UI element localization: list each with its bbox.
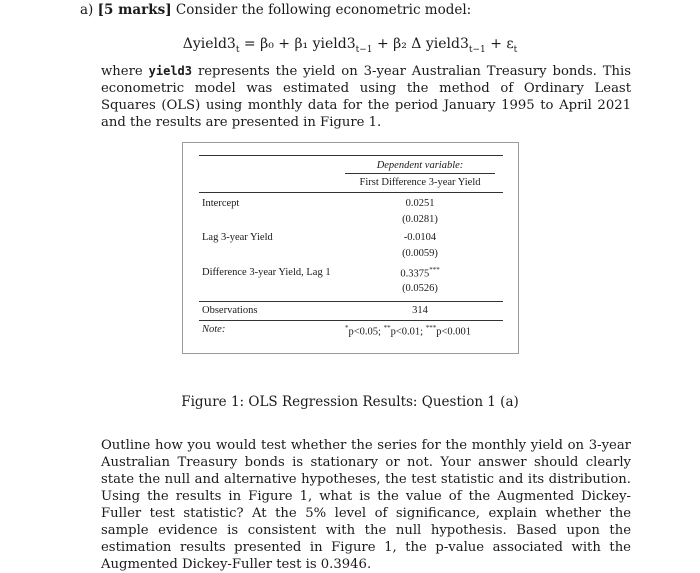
note-star-2: ** — [383, 324, 391, 332]
row-lag-se: (0.0059) — [402, 248, 438, 259]
note-label: Note: — [202, 324, 226, 335]
row-diff-stars: *** — [429, 266, 440, 274]
intro-text-after: represents the yield on 3-year Australian Treasury bonds. This econometric model was estimated using the method of Ordinary Least Squares (OLS) using monthly data for the period January 1995 to April 2021 and the results are presented in Figure 1. — [101, 64, 631, 130]
dep-var-label: Dependent variable: — [376, 160, 464, 171]
significance-note — [345, 324, 471, 338]
dep-var-name: First Difference 3-year Yield — [359, 177, 481, 188]
row-lag-name: Lag 3-year Yield — [202, 232, 273, 243]
note-p1: p<0.05; — [348, 326, 381, 338]
note-star-1: * — [345, 324, 349, 332]
model-equation: $\Delta yield3_t = \beta_0 + \beta_1$ $yield3_{t-1} + \beta_2$ Δ $yield3_{t-1} + \varepsilon_t$ — [182, 36, 518, 55]
equation-term2: + β₂ Δ yield3 — [376, 36, 469, 52]
question-label: a) — [80, 2, 94, 18]
intro-paragraph — [101, 63, 631, 131]
equation-rhs: = β₀ + β₁ yield3 — [243, 36, 356, 52]
question-paragraph: Outline how you would test whether the series for the monthly yield on 3-year Australian Treasury bonds is stationary or not. Your answer should clearly state the null and alternative hypotheses, the test statistic and its distribution. Using the results in Figure 1, what is the value of the Augmented Dickey-Fuller test statistic? At the 5% level of significance, explain whether the sample evidence is consistent with the null hypothesis. Based upon the estimation results presented in Figure 1, the p-value associated with the Augmented Dickey-Fuller test is 0.3946. — [101, 438, 631, 572]
observations-value: 314 — [412, 305, 428, 316]
row-intercept-coef: 0.0251 — [405, 198, 435, 209]
equation-term3: + ε — [490, 36, 514, 52]
row-diff-coef: 0.3375 — [400, 268, 430, 280]
variable-code: yield3 — [148, 64, 192, 78]
row-intercept-name: Intercept — [202, 198, 240, 209]
row-intercept-se: (0.0281) — [402, 214, 438, 225]
row-diff-se: (0.0526) — [402, 283, 438, 294]
header-rule — [199, 192, 503, 193]
row-diff-coef-cell — [345, 266, 495, 280]
question-marks: [5 marks] — [97, 2, 172, 18]
observations-label: Observations — [202, 305, 258, 316]
intro-text-before: where — [101, 64, 143, 79]
obs-rule — [199, 320, 503, 321]
note-p3: p<0.001 — [436, 326, 471, 338]
figure-caption: Figure 1: OLS Regression Results: Question 1 (a) — [181, 394, 519, 410]
dep-var-rule — [345, 173, 495, 174]
table-top-rule — [199, 155, 503, 156]
note-p2: p<0.01; — [390, 326, 424, 338]
body-bottom-rule — [199, 301, 503, 302]
question-intro: Consider the following econometric model: — [175, 2, 472, 18]
note-star-3: *** — [425, 324, 437, 332]
row-lag-coef: -0.0104 — [403, 232, 437, 243]
question-header — [80, 2, 471, 18]
row-diff-name: Difference 3-year Yield, Lag 1 — [202, 267, 331, 278]
equation-lhs: Δyield3 — [182, 36, 236, 52]
regression-table — [182, 142, 519, 354]
